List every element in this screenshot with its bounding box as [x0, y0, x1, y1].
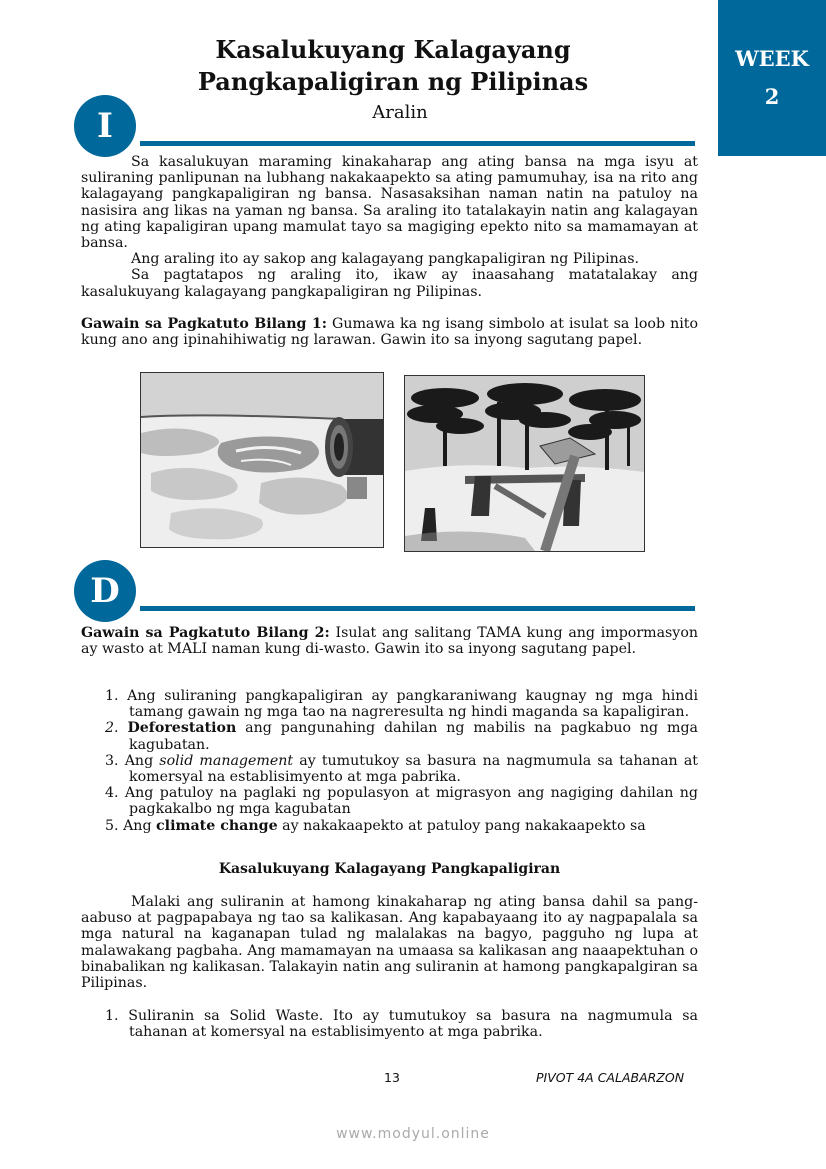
deforestation-illustration — [405, 376, 644, 551]
list-item: 2. Deforestation ang pangunahing dahilan ng mabilis na pagkabuo ng mga kagubatan. — [105, 720, 698, 753]
list-item: 5. Ang climate change ay nakakaapekto at patuloy pang nakakaapekto sa — [105, 817, 646, 834]
section-d-rule — [140, 606, 695, 611]
list-item: 4. Ang patuloy na paglaki ng populasyon at migrasyon ang nagiging dahilan ng pagkakalbo ng mga kagubatan — [105, 785, 698, 818]
gawain-2 — [81, 625, 698, 657]
page-title-line1: Kasalukuyang Kalagayang — [215, 35, 571, 64]
section-i-badge: I — [74, 95, 136, 157]
problems-list — [81, 1008, 698, 1040]
list-item: 1. Ang suliraning pangkapaligiran ay pangkaraniwang kaugnay ng mga hindi tamang gawain ng mga tao na nagreresulta ng hindi maganda sa kapaligiran. — [105, 688, 699, 721]
pipe-pollution-image — [140, 372, 384, 548]
week-number: 2 — [764, 84, 780, 109]
true-false-list — [81, 688, 698, 834]
intro-paragraph-2: Ang araling ito ay sakop ang kalagayang pangkapaligiran ng Pilipinas. — [131, 251, 640, 268]
section-i-rule — [140, 141, 695, 146]
pipe-pollution-illustration — [141, 373, 383, 547]
section-subheading: Kasalukuyang Kalagayang Pangkapaligiran — [218, 861, 561, 877]
body-paragraph: Malaki ang suliranin at hamong kinakaharap ng ating bansa dahil sa pang-aabuso at pagpapabaya ng tao sa kalikasan. Ang kapabayaang ito ay nagpapalala sa mga natural na kaganapan tulad ng malalakas na bagyo, pagguho ng lupa at malawakang pagbaha. Ang mamamayan na umaasa sa kalikasan ang naaapektuhan o binabalikan ng kalikasan. Talakayin natin ang suliranin at hamong pangkapalgiran sa Pilipinas. — [81, 894, 698, 992]
week-badge — [718, 0, 826, 156]
gawain-2-text: Isulat ang salitang TAMA kung ang impormasyon ay wasto at MALI naman kung di-wasto. Gawin ito sa inyong sagutang papel. — [81, 625, 698, 658]
intro-paragraph-3: Sa pagtatapos ng araling ito, ikaw ay inaasahang matatalakay ang kasalukuyang kalagayang pangkapaligiran ng Pilipinas. — [81, 267, 698, 300]
gawain-1-label: Gawain sa Pagkatuto Bilang 1: — [81, 316, 327, 332]
deforestation-image — [404, 375, 645, 552]
gawain-1 — [81, 316, 698, 348]
intro-block — [81, 154, 698, 300]
gawain-2-label: Gawain sa Pagkatuto Bilang 2: — [81, 625, 330, 641]
page-subtitle: Aralin — [372, 102, 428, 123]
page-title-line2: Pangkapaligiran ng Pilipinas — [197, 67, 589, 96]
watermark: www.modyul.online — [336, 1126, 490, 1142]
section-d-badge: D — [74, 560, 136, 622]
list-item: 3. Ang solid management ay tumutukoy sa basura na nagmumula sa tahanan at komersyal na establisimyento at mga pabrika. — [105, 752, 698, 786]
intro-paragraph-1: Sa kasalukuyan maraming kinakaharap ang ating bansa na mga isyu at suliraning panlipunan na lubhang nakakaapekto sa ating pamumuhay, isa na rito ang kalagayang pangkapaligiran ng bansa. Nasasaksihan naman natin na patuloy na nasisira ang likas na yaman ng bansa. Sa araling ito tatalakayin natin ang kalagayan ng ating kapaligiran upang mamulat tayo sa magiging epekto nito sa mamamayan at bansa. — [81, 154, 698, 252]
list-item: 1. Suliranin sa Solid Waste. Ito ay tumutukoy sa basura na nagmumula sa tahanan at komersyal na establisimyento at mga pabrika. — [105, 1008, 698, 1041]
page-number: 13 — [384, 1070, 400, 1085]
gawain-1-text: Gumawa ka ng isang simbolo at isulat sa loob nito kung ano ang ipinahihiwatig ng larawan. Gawin ito sa inyong sagutang papel. — [81, 316, 698, 349]
footer-org: PIVOT 4A CALABARZON — [536, 1070, 685, 1085]
week-label: WEEK — [735, 46, 809, 71]
